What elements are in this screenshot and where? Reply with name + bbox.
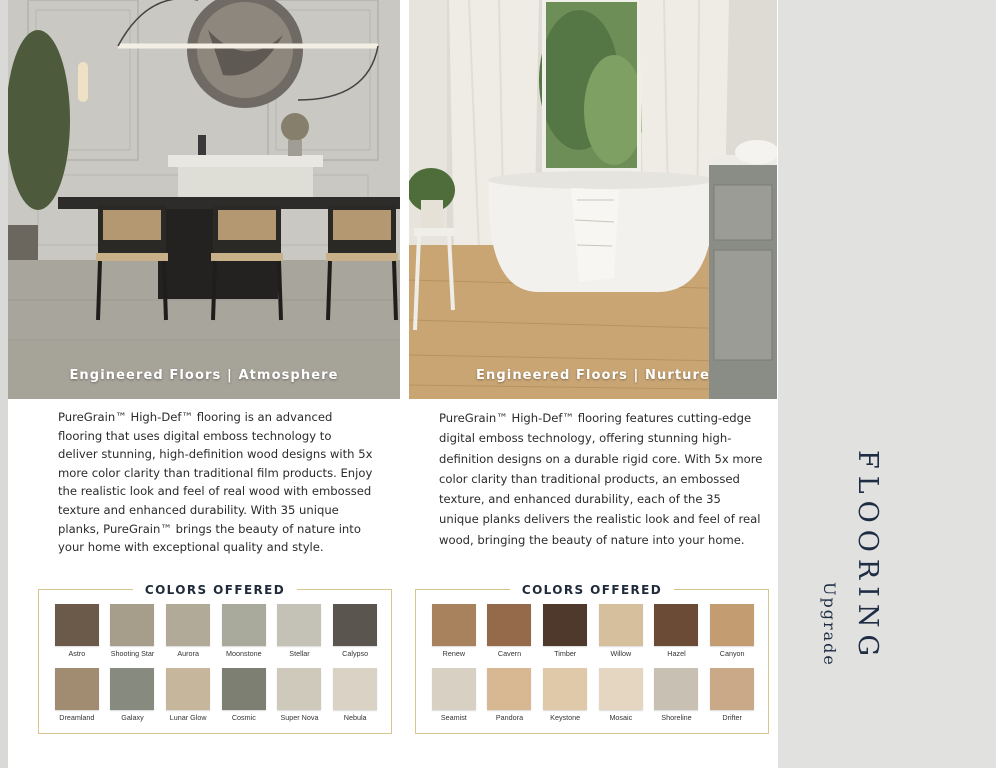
product-column-atmosphere [8,0,400,768]
swatch-chip [222,668,266,710]
swatch-label: Shooting Star [110,649,155,658]
color-swatch [105,668,161,722]
swatch-chip [599,604,643,646]
swatch-label: Aurora [177,649,199,658]
swatch-label: Super Nova [280,713,319,722]
swatch-chip [599,668,643,710]
swatch-label: Stellar [289,649,310,658]
colors-offered-panel [415,583,769,734]
swatch-label: Astro [68,649,86,658]
swatch-label: Moonstone [226,649,262,658]
swatch-label: Willow [610,649,632,658]
swatch-label: Keystone [550,713,581,722]
swatch-grid [49,604,383,722]
color-swatch [704,668,760,722]
color-swatch [272,668,328,722]
swatch-label: Mosaic [609,713,633,722]
swatch-label: Drifter [722,713,742,722]
swatch-chip [654,604,698,646]
swatch-label: Shoreline [661,713,692,722]
color-swatch [49,604,105,658]
sidebar-panel [778,0,996,768]
swatch-chip [110,604,154,646]
color-swatch [649,668,705,722]
product-description: PureGrain™ High-Def™ flooring features cutting-edge digital emboss technology, offering stunning high-definition designs on a durable rigid core. With 5x more color clarity than traditional products, an embossed texture, and enhanced durability, each of the 35 unique planks delivers the realistic look and feel of real wood, bringing the beauty of nature into your home. [439,411,763,547]
photo-caption: Engineered Floors | Nurture [476,368,710,383]
color-swatch [537,604,593,658]
swatch-chip [333,668,377,710]
swatch-chip [654,668,698,710]
swatch-label: Cavern [497,649,522,658]
color-swatch [216,668,272,722]
swatch-chip [543,604,587,646]
swatch-chip [710,668,754,710]
color-swatch [49,668,105,722]
colors-offered-panel [38,583,392,734]
swatch-chip [166,668,210,710]
dining-room-photo [8,0,400,399]
colors-offered-heading: COLORS OFFERED [510,583,674,597]
color-swatch [272,604,328,658]
color-swatch [327,604,383,658]
color-swatch [426,668,482,722]
swatch-label: Nebula [343,713,367,722]
swatch-label: Seamist [440,713,467,722]
colors-offered-heading: COLORS OFFERED [133,583,297,597]
swatch-chip [432,668,476,710]
swatch-label: Pandora [495,713,524,722]
swatch-chip [277,668,321,710]
swatch-chip [710,604,754,646]
swatch-chip [432,604,476,646]
product-column-nurture [409,0,777,768]
color-swatch [160,668,216,722]
swatch-label: Canyon [719,649,745,658]
swatch-chip [277,604,321,646]
color-swatch [482,604,538,658]
color-swatch [160,604,216,658]
color-swatch [105,604,161,658]
swatch-label: Lunar Glow [169,713,207,722]
swatch-chip [55,668,99,710]
swatch-chip [55,604,99,646]
section-title: FLOORING [852,450,883,664]
color-swatch [327,668,383,722]
color-swatch [426,604,482,658]
bathroom-illustration [409,0,777,399]
swatch-chip [222,604,266,646]
swatch-label: Calypso [342,649,369,658]
swatch-chip [333,604,377,646]
bathroom-photo [409,0,777,399]
swatch-chip [110,668,154,710]
color-swatch [593,668,649,722]
product-description: PureGrain™ High-Def™ flooring is an advanced flooring that uses digital emboss technology to deliver stunning, high-definition wood designs with 5x more color clarity than traditional film products. Enjoy the realistic look and feel of real wood with embossed texture and enhanced durability. With 35 unique planks, PureGrain™ brings the beauty of nature into your home with exceptional quality and style. [58,410,373,555]
color-swatch [593,604,649,658]
color-swatch [704,604,760,658]
color-swatch [649,604,705,658]
swatch-chip [487,604,531,646]
swatch-label: Galaxy [121,713,144,722]
swatch-label: Hazel [667,649,686,658]
swatch-label: Dreamland [59,713,95,722]
swatch-grid [426,604,760,722]
dining-room-illustration [8,0,400,399]
section-subtitle: Upgrade [820,582,839,667]
swatch-label: Renew [442,649,466,658]
swatch-chip [487,668,531,710]
photo-caption: Engineered Floors | Atmosphere [69,368,339,383]
swatch-label: Cosmic [231,713,256,722]
swatch-chip [166,604,210,646]
color-swatch [216,604,272,658]
swatch-chip [543,668,587,710]
swatch-label: Timber [554,649,577,658]
color-swatch [537,668,593,722]
color-swatch [482,668,538,722]
